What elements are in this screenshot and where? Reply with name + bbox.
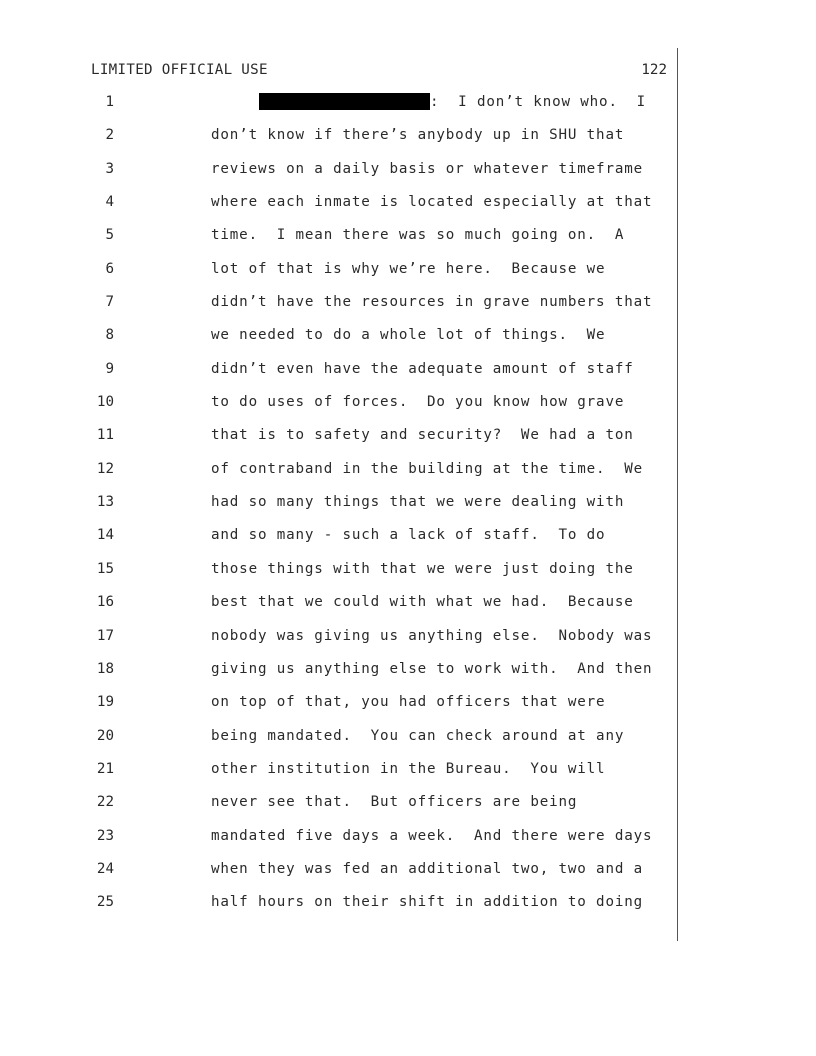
transcript-line [0,520,816,553]
line-number: 20 [96,727,114,744]
line-number: 5 [105,227,114,244]
transcript-line [0,387,816,420]
transcript-line [0,787,816,820]
transcript-lines [0,87,816,921]
line-number: 4 [105,194,114,211]
line-number: 11 [96,427,114,444]
line-number: 1 [105,94,114,110]
line-number: 16 [96,594,114,611]
line-number: 7 [105,294,114,311]
line-number: 17 [96,627,114,644]
line-text: being mandated. You can check around at any [211,727,625,744]
line-text: where each inmate is located especially at that [211,194,653,211]
line-text: didn’t even have the adequate amount of staff [211,360,634,377]
line-number: 3 [105,160,114,177]
line-number: 8 [105,327,114,344]
line-text: when they was fed an additional two, two and a [211,860,644,877]
transcript-line [0,254,816,287]
line-text: that is to safety and security? We had a ton [211,427,634,444]
transcript-line [0,721,816,754]
line-number: 18 [96,660,114,677]
line-number: 24 [96,860,114,877]
transcript-line [0,621,816,654]
line-number: 23 [96,827,114,844]
page-number: 122 [641,62,667,78]
line-text: and so many - such a lack of staff. To do [211,527,606,544]
line-number: 13 [96,494,114,511]
transcript-line [0,754,816,787]
transcript-line [0,220,816,253]
line-text: mandated five days a week. And there were days [211,827,653,844]
transcript-line [0,120,816,153]
line-text [259,93,646,110]
line-text: those things with that we were just doing the [211,560,634,577]
transcript-line [0,420,816,453]
transcript-line [0,354,816,387]
transcript-line [0,87,816,120]
line-text: didn’t have the resources in grave numbers that [211,294,653,311]
line-number: 9 [105,360,114,377]
line-text: lot of that is why we’re here. Because we [211,260,606,277]
classification-header: LIMITED OFFICIAL USE [91,62,268,78]
line-text: to do uses of forces. Do you know how grave [211,394,625,411]
transcript-line [0,154,816,187]
line-text: half hours on their shift in addition to doing [211,894,644,911]
line-number: 12 [96,460,114,477]
line-container [0,120,816,920]
transcript-line [0,554,816,587]
line-text: don’t know if there’s anybody up in SHU that [211,127,625,144]
line-text: giving us anything else to work with. And then [211,660,653,677]
line-text: we needed to do a whole lot of things. We [211,327,606,344]
transcript-line [0,887,816,920]
transcript-line [0,854,816,887]
line-number: 22 [96,794,114,811]
line-number: 21 [96,760,114,777]
transcript-line [0,454,816,487]
line-text: best that we could with what we had. Because [211,594,634,611]
transcript-line [0,287,816,320]
redaction-block [259,93,430,110]
transcript-line [0,687,816,720]
line-number: 25 [96,894,114,911]
transcript-line [0,587,816,620]
line-text: other institution in the Bureau. You will [211,760,606,777]
transcript-line [0,654,816,687]
line-text: reviews on a daily basis or whatever timeframe [211,160,644,177]
transcript-line [0,187,816,220]
line-number: 2 [105,127,114,144]
line-text: nobody was giving us anything else. Nobody was [211,627,653,644]
line-number: 15 [96,560,114,577]
transcript-line [0,320,816,353]
line-text: had so many things that we were dealing with [211,494,625,511]
transcript-line [0,821,816,854]
line-text: never see that. But officers are being [211,794,578,811]
line-text-content: : I don’t know who. I [430,93,647,110]
transcript-line [0,487,816,520]
line-number: 19 [96,694,114,711]
line-text: time. I mean there was so much going on. A [211,227,625,244]
line-number: 6 [105,260,114,277]
line-number: 10 [96,394,114,411]
line-number: 14 [96,527,114,544]
line-text: of contraband in the building at the time. We [211,460,644,477]
line-text: on top of that, you had officers that were [211,694,606,711]
